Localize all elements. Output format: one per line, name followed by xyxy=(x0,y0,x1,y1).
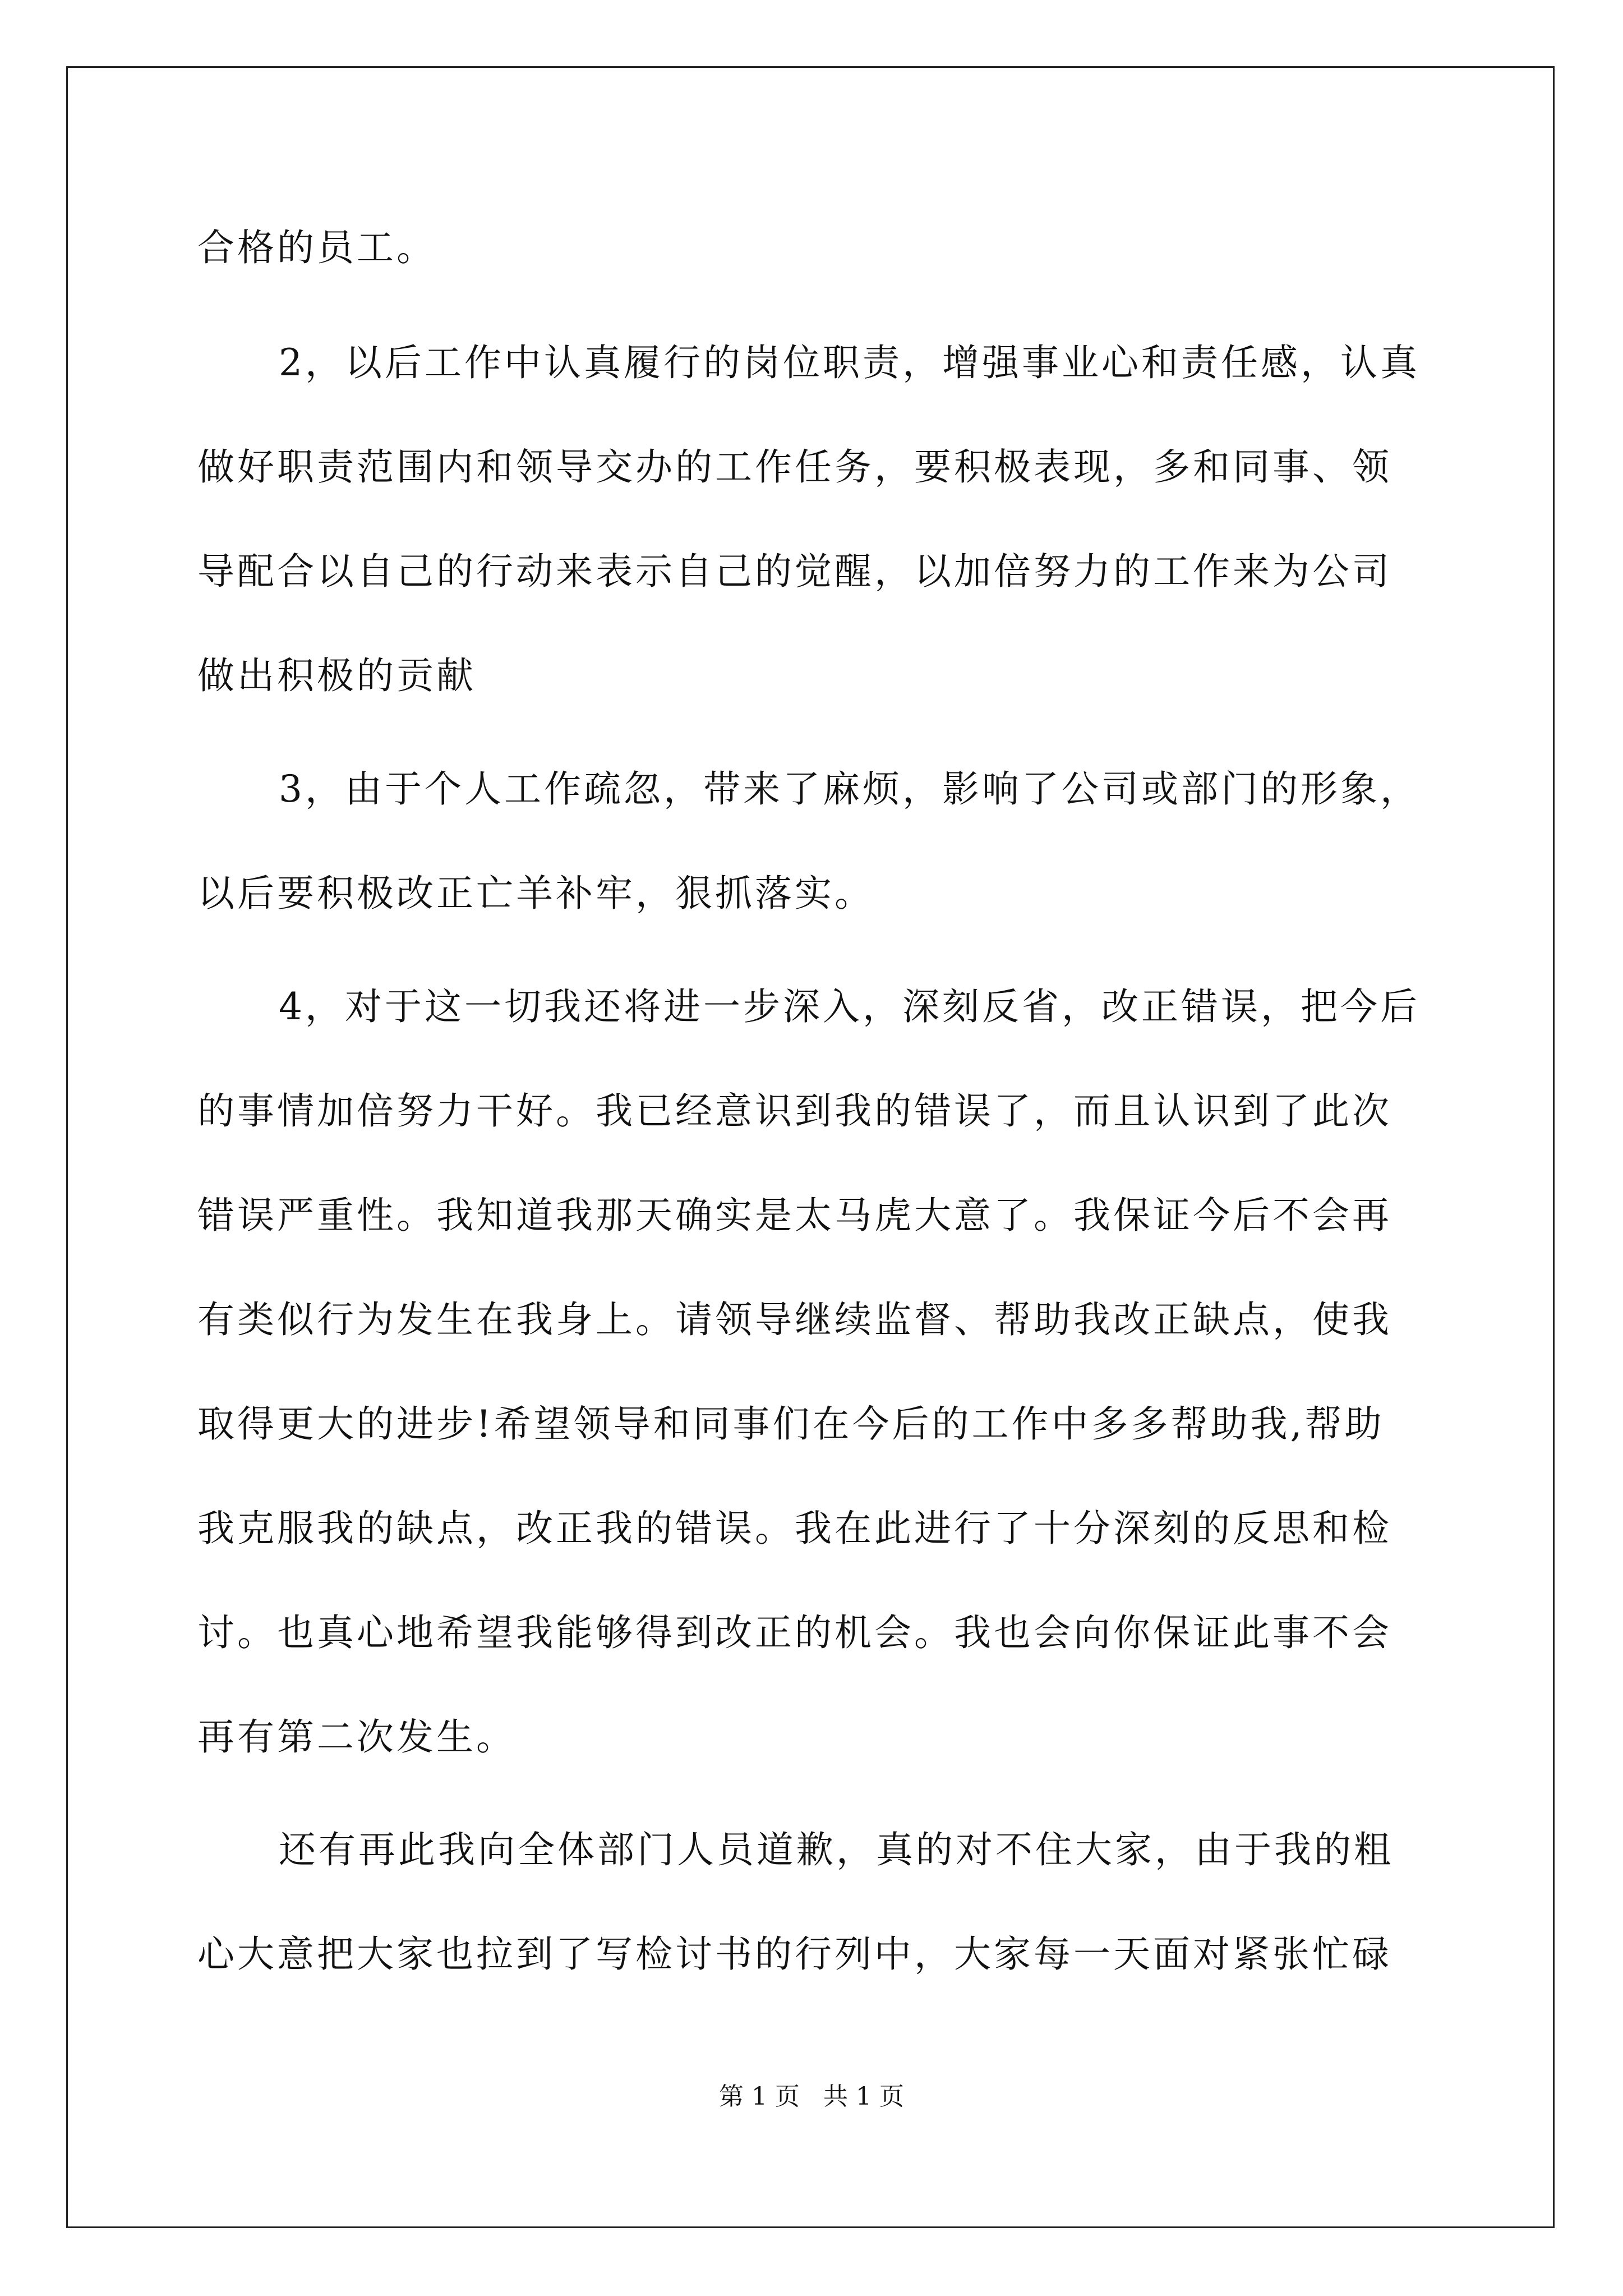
page-number-footer: 第 1 页 共 1 页 xyxy=(719,2082,904,2111)
text-line-9: 的事情加倍努力干好。我已经意识到我的错误了，而且认识到了此次 xyxy=(197,1089,1392,1133)
text-line-16: 还有再此我向全体部门人员道歉，真的对不住大家，由于我的粗 xyxy=(279,1828,1394,1871)
text-line-3: 做好职责范围内和领导交办的工作任务，要积极表现，多和同事、领 xyxy=(197,445,1392,489)
text-line-17: 心大意把大家也拉到了写检讨书的行列中，大家每一天面对紧张忙碌 xyxy=(197,1932,1392,1976)
text-line-11: 有类似行为发生在我身上。请领导继续监督、帮助我改正缺点，使我 xyxy=(197,1298,1392,1341)
text-line-1: 合格的员工。 xyxy=(197,226,436,269)
text-line-13: 我克服我的缺点，改正我的错误。我在此进行了十分深刻的反思和检 xyxy=(197,1507,1392,1550)
text-line-7: 以后要积极改正亡羊补牢，狠抓落实。 xyxy=(197,872,874,915)
text-line-15: 再有第二次发生。 xyxy=(197,1715,516,1759)
page-border xyxy=(66,66,1555,2228)
text-line-2: 2，以后工作中认真履行的岗位职责，增强事业心和责任感，认真 xyxy=(279,341,1420,384)
text-line-5: 做出积极的贡献 xyxy=(197,654,476,697)
text-line-12: 取得更大的进步!希望领导和同事们在今后的工作中多多帮助我,帮助 xyxy=(197,1402,1385,1446)
text-line-14: 讨。也真心地希望我能够得到改正的机会。我也会向你保证此事不会 xyxy=(197,1611,1392,1654)
text-line-6: 3，由于个人工作疏忽，带来了麻烦，影响了公司或部门的形象， xyxy=(279,767,1420,811)
text-line-8: 4，对于这一切我还将进一步深入，深刻反省，改正错误，把今后 xyxy=(279,985,1420,1028)
text-line-10: 错误严重性。我知道我那天确实是太马虎大意了。我保证今后不会再 xyxy=(197,1194,1392,1237)
text-line-4: 导配合以自己的行动来表示自己的觉醒，以加倍努力的工作来为公司 xyxy=(197,550,1392,593)
